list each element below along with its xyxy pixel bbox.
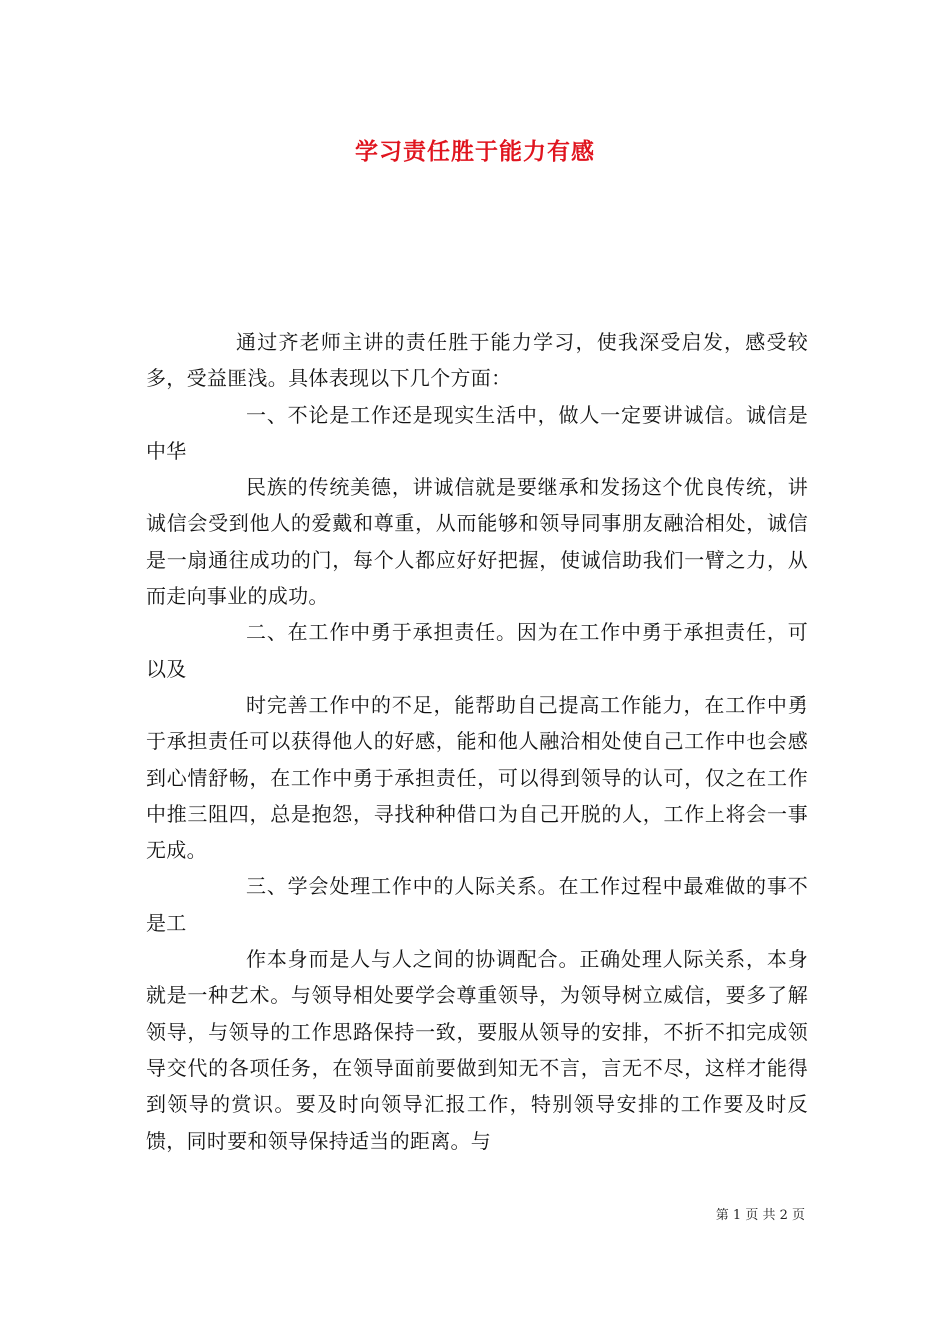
paragraph-point-2-heading: 二、在工作中勇于承担责任。因为在工作中勇于承担责任，可以及: [146, 620, 808, 681]
paragraph-point-1-body: 民族的传统美德，讲诚信就是要继承和发扬这个优良传统，讲诚信会受到他人的爱戴和尊重，从而能够和领导同事朋友融洽相处，诚信是一扇通往成功的门，每个人都应好好把握，使诚信助我们一臂之力，从而走向事业的成功。: [146, 475, 808, 609]
paragraph-point-3-body: 作本身而是人与人之间的协调配合。正确处理人际关系，本身就是一种艺术。与领导相处要学会尊重领导，为领导树立威信，要多了解领导，与领导的工作思路保持一致，要服从领导的安排，不折不扣完成领导交代的各项任务，在领导面前要做到知无不言，言无不尽，这样才能得到领导的赏识。要及时向领导汇报工作，特别领导安排的工作要及时反馈，同时要和领导保持适当的距离。与: [146, 947, 808, 1153]
paragraph-intro: 通过齐老师主讲的责任胜于能力学习，使我深受启发，感受较多，受益匪浅。具体表现以下几个方面：: [146, 330, 808, 391]
paragraph-point-1-heading: 一、不论是工作还是现实生活中，做人一定要讲诚信。诚信是中华: [146, 402, 808, 463]
document-title: 学习责任胜于能力有感: [355, 139, 595, 165]
paragraph-point-2-body: 时完善工作中的不足，能帮助自己提高工作能力，在工作中勇于承担责任可以获得他人的好感，能和他人融洽相处使自己工作中也会感到心情舒畅，在工作中勇于承担责任，可以得到领导的认可，仅之在工作中推三阻四，总是抱怨，寻找种种借口为自己开脱的人，工作上将会一事无成。: [146, 692, 808, 863]
page-number-footer: 第 1 页 共 2 页: [715, 1208, 805, 1223]
paragraph-point-3-heading: 三、学会处理工作中的人际关系。在工作过程中最难做的事不是工: [146, 874, 808, 935]
document-body: [146, 324, 808, 1159]
